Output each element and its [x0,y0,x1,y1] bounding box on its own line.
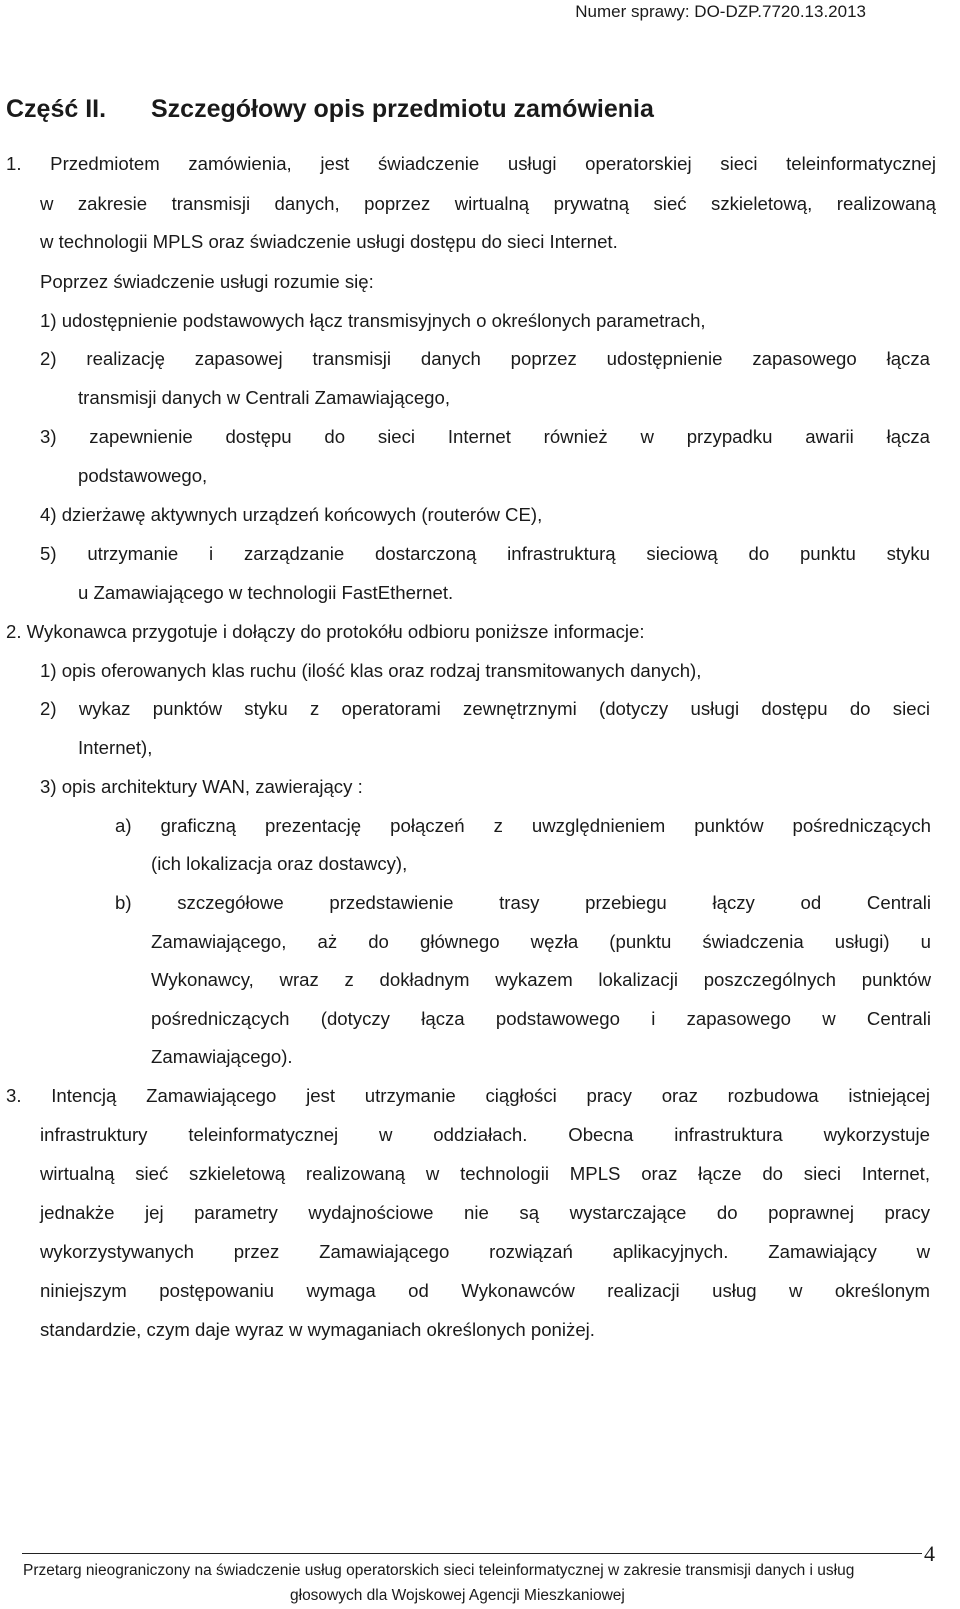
footer-divider [22,1553,922,1554]
list-item-continuation: Internet), [78,737,153,758]
list-item: 2) realizację zapasowej transmisji danych poprzez udostępnienie zapasowego łącza [40,348,930,369]
paragraph-line: wirtualną sieć szkieletową realizowaną w technologii MPLS oraz łącze do sieci Internet, [40,1163,930,1184]
sub-list-item-continuation: Wykonawcy, wraz z dokładnym wykazem lokalizacji poszczególnych punktów [151,969,931,990]
case-number: Numer sprawy: DO-DZP.7720.13.2013 [575,2,866,21]
sub-list-item: b) szczegółowe przedstawienie trasy przebiegu łączy od Centrali [115,892,931,913]
list-item: 3) opis architektury WAN, zawierający : [40,776,363,797]
section-title [6,95,654,124]
paragraph-line: standardzie, czym daje wyraz w wymaganiach określonych poniżej. [40,1319,595,1340]
list-item: 1) udostępnienie podstawowych łącz transmisyjnych o określonych parametrach, [40,310,706,331]
paragraph-line: infrastruktury teleinformatycznej w oddziałach. Obecna infrastruktura wykorzystuje [40,1124,930,1145]
paragraph-line: w technologii MPLS oraz świadczenie usługi dostępu do sieci Internet. [40,231,618,252]
sub-list-item-continuation: pośredniczących (dotyczy łącza podstawowego i zapasowego w Centrali [151,1008,931,1029]
footer-line: Przetarg nieograniczony na świadczenie usług operatorskich sieci teleinformatycznej w zakresie transmisji danych i usług [23,1562,855,1579]
paragraph-line: Poprzez świadczenie usługi rozumie się: [40,271,374,292]
sub-list-item-continuation: (ich lokalizacja oraz dostawcy), [151,853,408,874]
sub-list-item: a) graficzną prezentację połączeń z uwzględnieniem punktów pośredniczących [115,815,931,836]
list-item: 1) opis oferowanych klas ruchu (ilość klas oraz rodzaj transmitowanych danych), [40,660,702,681]
paragraph-line: 1. Przedmiotem zamówienia, jest świadczenie usługi operatorskiej sieci teleinformatycznej [6,153,936,174]
list-item: 5) utrzymanie i zarządzanie dostarczoną infrastrukturą sieciową do punktu styku [40,543,930,564]
section-title-text: Szczegółowy opis przedmiotu zamówienia [151,95,654,123]
sub-list-item-continuation: Zamawiającego). [151,1046,293,1067]
footer-line: głosowych dla Wojskowej Agencji Mieszkaniowej [290,1587,625,1604]
list-item-continuation: u Zamawiającego w technologii FastEthernet. [78,582,454,603]
paragraph-line: 2. Wykonawca przygotuje i dołączy do protokółu odbioru poniższe informacje: [6,621,645,642]
list-item: 2) wykaz punktów styku z operatorami zewnętrznymi (dotyczy usługi dostępu do sieci [40,698,930,719]
list-item: 4) dzierżawę aktywnych urządzeń końcowych (routerów CE), [40,504,543,525]
paragraph-line: jednakże jej parametry wydajnościowe nie są wystarczające do poprawnej pracy [40,1202,930,1223]
list-item-continuation: transmisji danych w Centrali Zamawiającego, [78,387,451,408]
section-number: Część II. [6,95,107,123]
sub-list-item-continuation: Zamawiającego, aż do głównego węzła (punktu świadczenia usługi) u [151,931,931,952]
paragraph-line: 3. Intencją Zamawiającego jest utrzymanie ciągłości pracy oraz rozbudowa istniejącej [6,1085,930,1106]
paragraph-line: wykorzystywanych przez Zamawiającego rozwiązań aplikacyjnych. Zamawiający w [40,1241,930,1262]
paragraph-line: niniejszym postępowaniu wymaga od Wykonawców realizacji usług w określonym [40,1280,930,1301]
paragraph-line: w zakresie transmisji danych, poprzez wirtualną prywatną sieć szkieletową, realizowaną [40,193,936,214]
page-number: 4 [924,1541,935,1566]
list-item: 3) zapewnienie dostępu do sieci Internet również w przypadku awarii łącza [40,426,930,447]
list-item-continuation: podstawowego, [78,465,208,486]
